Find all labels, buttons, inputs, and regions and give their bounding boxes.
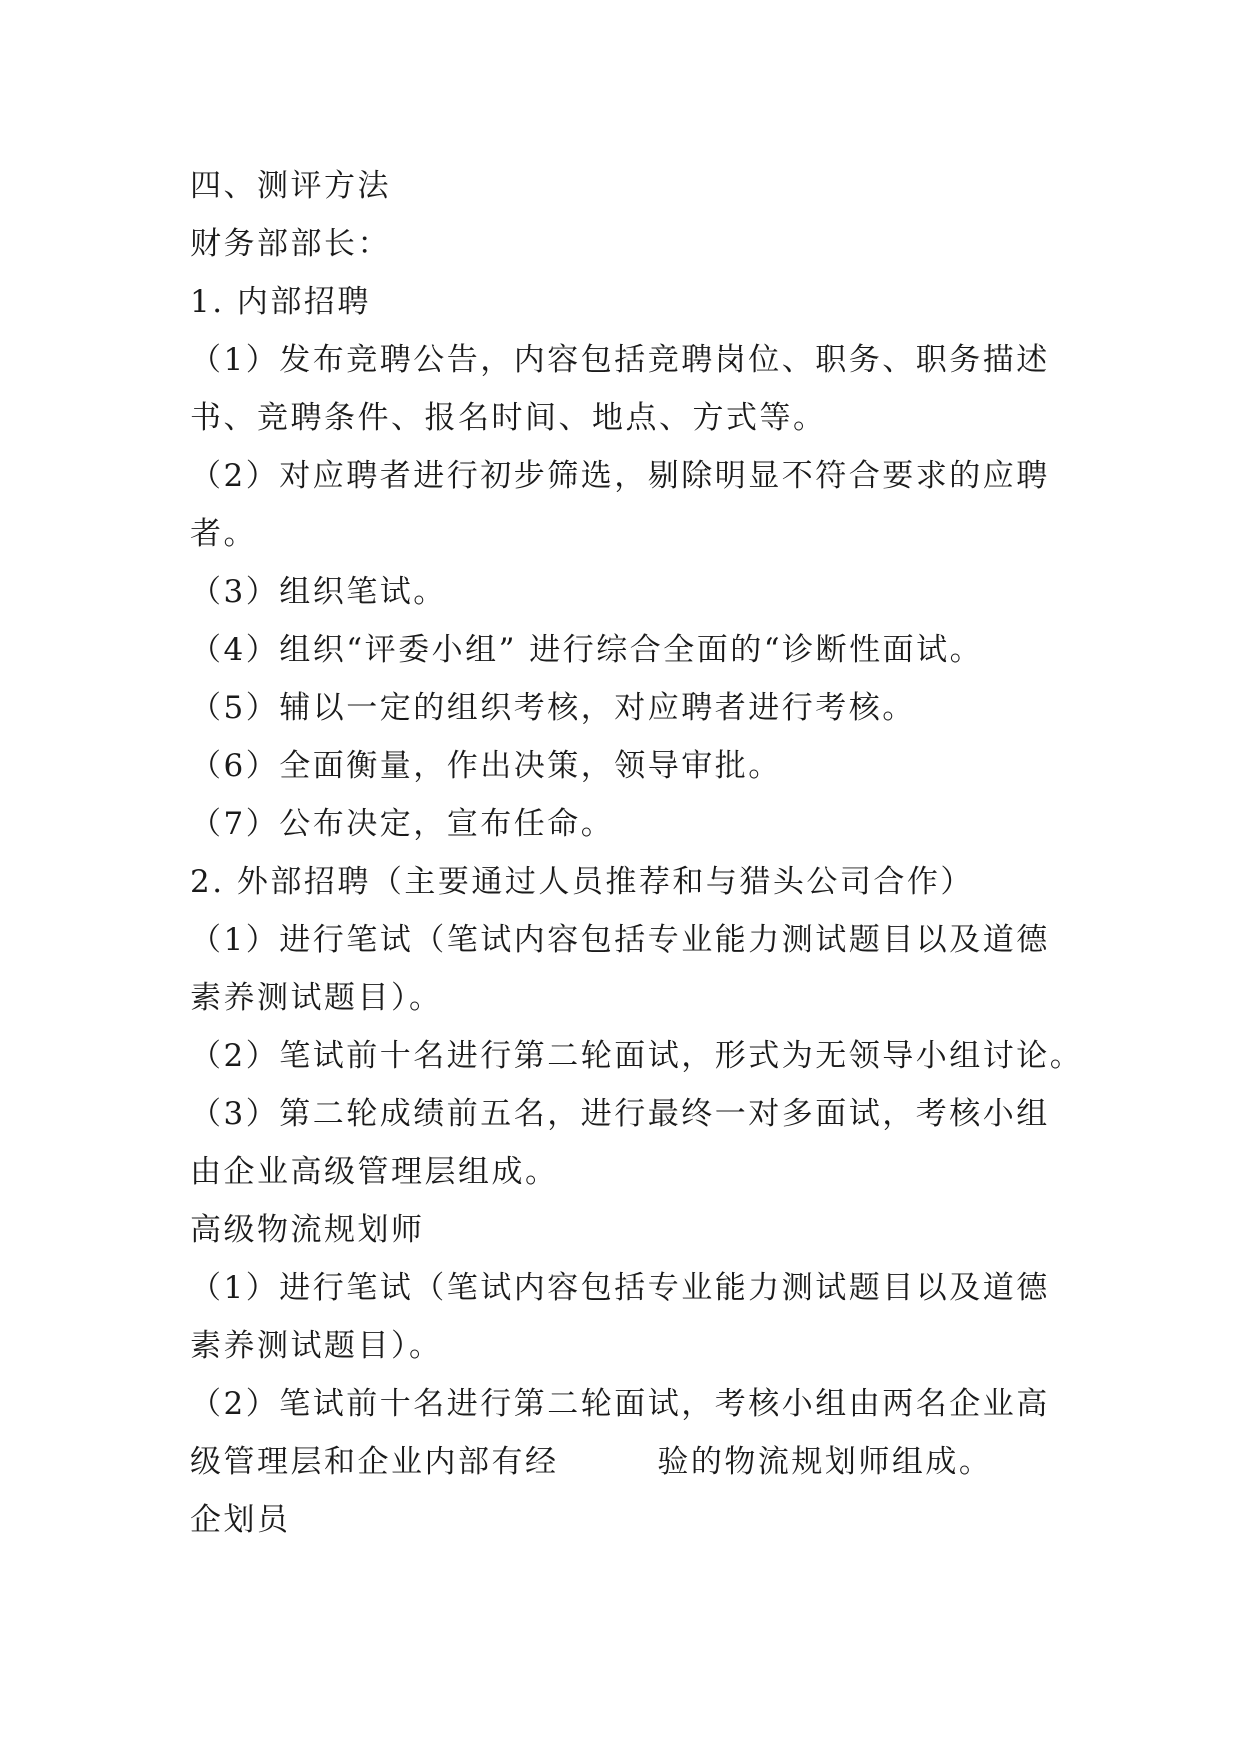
paragraph-line: 素养测试题目）。 [190, 980, 443, 1016]
paragraph-line: （2）对应聘者进行初步筛选，剔除明显不符合要求的应聘 [190, 458, 1050, 494]
subsection-heading-planner: 企划员 [190, 1502, 291, 1538]
paragraph-line: （1）进行笔试（笔试内容包括专业能力测试题目以及道德 [190, 922, 1050, 958]
paragraph-line: （2）笔试前十名进行第二轮面试，考核小组由两名企业高 [190, 1386, 1050, 1422]
paragraph-line: 者。 [190, 516, 257, 552]
paragraph-line: （6）全面衡量，作出决策，领导审批。 [190, 748, 782, 784]
paragraph-line: 级管理层和企业内部有经 验的物流规划师组成。 [190, 1444, 993, 1480]
paragraph-line: 素养测试题目）。 [190, 1328, 443, 1364]
section-heading: 四、测评方法 [190, 168, 391, 204]
subsection-heading-logistics-planner: 高级物流规划师 [190, 1212, 425, 1248]
paragraph-line: （4）组织“评委小组” 进行综合全面的“诊断性面试。 [190, 632, 984, 668]
paragraph-line: （3）组织笔试。 [190, 574, 447, 610]
list-heading-external-recruitment: 2. 外部招聘（主要通过人员推荐和与猎头公司合作） [190, 864, 974, 900]
paragraph-line: 书、竞聘条件、报名时间、地点、方式等。 [190, 400, 827, 436]
paragraph-line: （1）发布竞聘公告，内容包括竞聘岗位、职务、职务描述 [190, 342, 1050, 378]
paragraph-line: （5）辅以一定的组织考核，对应聘者进行考核。 [190, 690, 916, 726]
paragraph-line: （7）公布决定，宣布任命。 [190, 806, 615, 842]
paragraph-line: （3）第二轮成绩前五名，进行最终一对多面试，考核小组 [190, 1096, 1050, 1132]
paragraph-line: （2）笔试前十名进行第二轮面试，形式为无领导小组讨论。 [190, 1038, 1084, 1074]
paragraph-line: 由企业高级管理层组成。 [190, 1154, 559, 1190]
list-heading-internal-recruitment: 1. 内部招聘 [190, 284, 371, 320]
subsection-heading-finance-director: 财务部部长： [190, 226, 391, 262]
paragraph-line: （1）进行笔试（笔试内容包括专业能力测试题目以及道德 [190, 1270, 1050, 1306]
